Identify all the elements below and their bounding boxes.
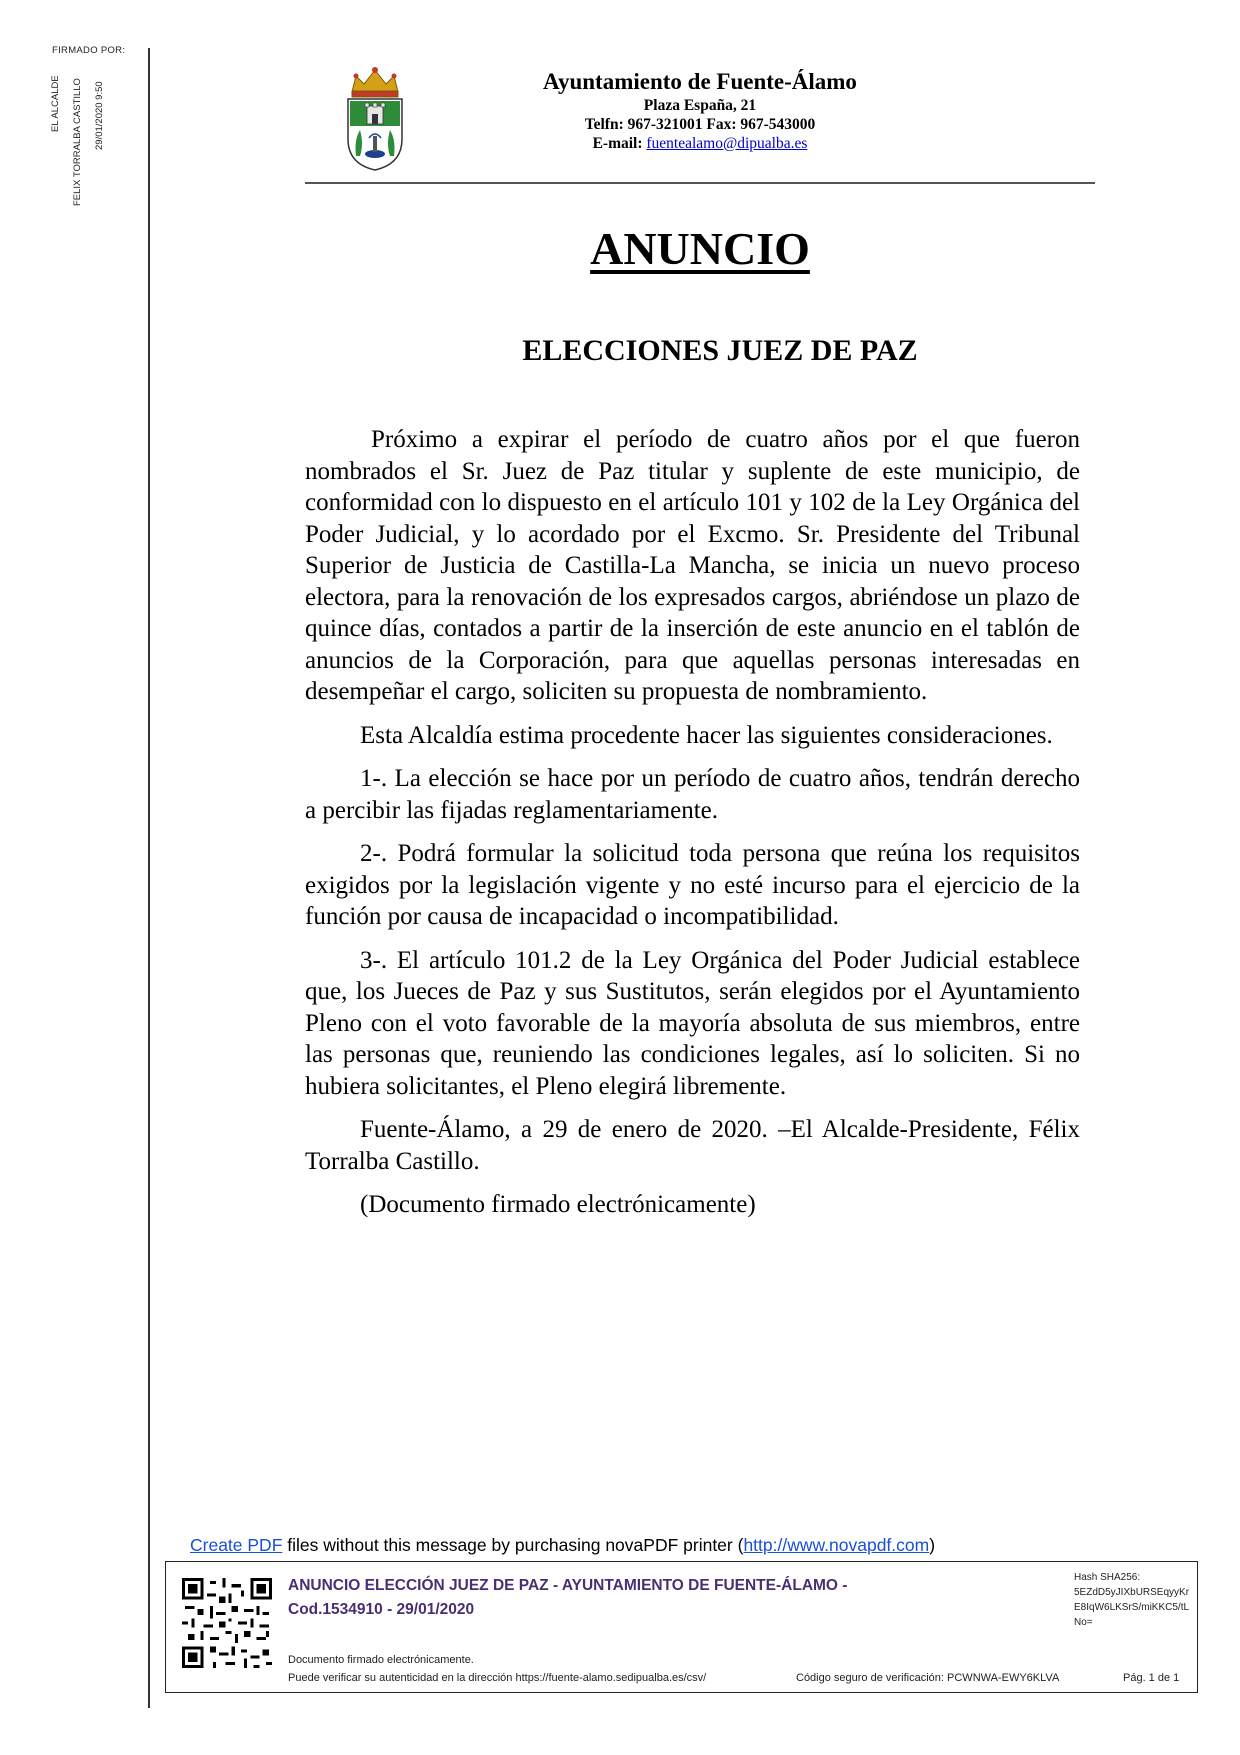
novapdf-text: files without this message by purchasing novaPDF printer ( bbox=[282, 1535, 744, 1555]
organization-name: Ayuntamiento de Fuente-Álamo bbox=[543, 69, 857, 94]
email-label: E-mail: bbox=[592, 135, 643, 152]
verification-footer bbox=[165, 1561, 1198, 1693]
csv-code: Código seguro de verificación: PCWNWA-EWY6KLVA bbox=[796, 1672, 1060, 1684]
hash-label: Hash SHA256: bbox=[1074, 1572, 1141, 1583]
signature-datetime: 29/01/2020 9:50 bbox=[94, 81, 105, 150]
signature-name: FELIX TORRALBA CASTILLO bbox=[72, 78, 83, 206]
coat-of-arms-icon bbox=[340, 64, 410, 174]
hash-block bbox=[1074, 1570, 1192, 1630]
page-number: Pág. 1 de 1 bbox=[1123, 1672, 1180, 1684]
footer-code-line: Cod.1534910 - 29/01/2020 bbox=[288, 1601, 475, 1618]
email-line bbox=[440, 134, 960, 153]
verify-url-text: Puede verificar su autenticidad en la dirección https://fuente-alamo.sedipualba.es/csv/ bbox=[288, 1672, 707, 1684]
header-divider bbox=[305, 182, 1095, 184]
hash-value: 5EZdD5yJIXbURSEqyyKrE8IqW6LKSrS/miKKC5/tLNo= bbox=[1074, 1587, 1190, 1628]
novapdf-text-end: ) bbox=[929, 1535, 936, 1555]
paragraph: Próximo a expirar el período de cuatro años por el que fueron nombrados el Sr. Juez de Paz titular y suplente de este municipio, de conformidad con lo dispuesto en el artículo 101 y 102 de la Ley Orgánica del Poder Judicial, y lo acordado por el Excmo. Sr. Presidente del Tribunal Superior de Justicia de Castilla-La Mancha, se inicia un nuevo proceso electora, para la renovación de los expresados cargos, abriéndose un plazo de quince días, contados a partir de la inserción de este anuncio en el tablón de anuncios de la Corporación, para que aquellas personas interesadas en desempeñar el cargo, soliciten su propuesta de nombramiento. bbox=[305, 426, 1080, 705]
margin-divider bbox=[148, 48, 150, 1708]
address: Plaza España, 21 bbox=[643, 97, 757, 114]
paragraph: 3-. El artículo 101.2 de la Ley Orgánica del Poder Judicial establece que, los Jueces de Paz y sus Sustitutos, serán elegidos por el Ayuntamiento Pleno con el voto favorable de la mayoría absoluta de sus miembros, entre las personas que, reuniendo las condiciones legales, así lo soliciten. Si no hubiera solicitantes, el Pleno elegirá libremente. bbox=[305, 946, 1080, 1100]
paragraph: 1-. La elección se hace por un período de cuatro años, tendrán derecho a percibir las fijadas reglamentariamente. bbox=[305, 765, 1080, 824]
qr-code-icon bbox=[182, 1578, 272, 1668]
signature-paragraph: Fuente-Álamo, a 29 de enero de 2020. –El Alcalde-Presidente, Félix Torralba Castillo. bbox=[305, 1116, 1080, 1175]
novapdf-url-link[interactable]: http://www.novapdf.com bbox=[743, 1535, 930, 1555]
document-body bbox=[305, 424, 1080, 1233]
document-title: ANUNCIO bbox=[590, 223, 810, 274]
signed-note-paragraph: (Documento firmado electrónicamente) bbox=[360, 1191, 756, 1218]
header bbox=[440, 68, 960, 153]
signature-label: FIRMADO POR: bbox=[52, 45, 126, 56]
paragraph: 2-. Podrá formular la solicitud toda persona que reúna los requisitos exigidos por la legislación vigente y no esté incurso para el ejercicio de la función por causa de incapacidad o incompatibilidad. bbox=[305, 840, 1080, 930]
email-link[interactable]: fuentealamo@dipualba.es bbox=[646, 135, 808, 152]
novapdf-notice bbox=[190, 1535, 935, 1556]
phone-fax: Telfn: 967-321001 Fax: 967-543000 bbox=[584, 116, 816, 133]
footer-title bbox=[288, 1574, 978, 1622]
document-subtitle: ELECCIONES JUEZ DE PAZ bbox=[522, 334, 918, 367]
paragraph: Esta Alcaldía estima procedente hacer las siguientes consideraciones. bbox=[360, 721, 1053, 749]
signed-note: Documento firmado electrónicamente. bbox=[288, 1654, 474, 1666]
create-pdf-link[interactable]: Create PDF bbox=[190, 1535, 283, 1555]
signature-role: EL ALCALDE bbox=[50, 75, 61, 132]
footer-title-line: ANUNCIO ELECCIÓN JUEZ DE PAZ - AYUNTAMIENTO DE FUENTE-ÁLAMO - bbox=[288, 1577, 848, 1594]
